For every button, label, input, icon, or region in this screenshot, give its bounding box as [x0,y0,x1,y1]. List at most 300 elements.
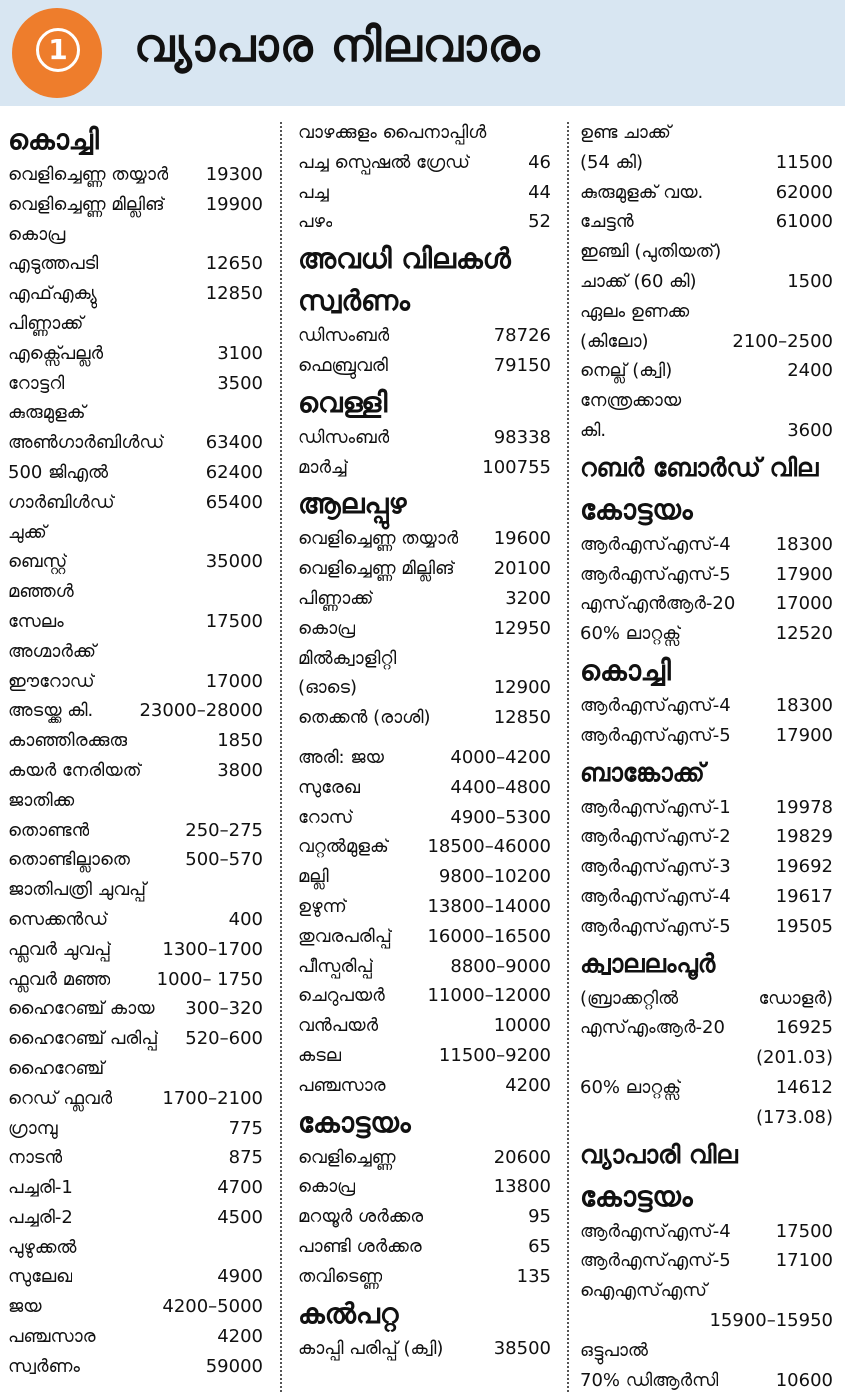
price-value: 2100–2500 [732,330,833,352]
section-heading: ആലപ്പുഴ [298,487,407,521]
section-heading: ബാങ്കോക്ക് [580,757,705,787]
commodity-label: മറയൂർ ശർക്കര [298,1206,424,1228]
price-row [8,935,263,965]
price-value: ഡോളർ) [758,987,833,1009]
commodity-label: (ബ്രാക്കറ്റിൽ [580,987,679,1009]
price-value: 2400 [787,360,833,382]
commodity-label: പച്ച സ്പെഷൽ ഗ്രേഡ് [298,151,470,173]
commodity-label: വെളിച്ചെണ്ണ തയ്യാർ [298,528,459,550]
price-row [298,773,551,803]
commodity-label: ആർഎസ്എസ്-5 [580,724,731,746]
item-group-label: മിൽക്വാളിറ്റി [298,647,397,669]
price-value: 17900 [775,724,833,746]
price-value: 19505 [775,915,833,937]
price-row [298,1143,551,1173]
commodity-label: മല്ലി [298,866,329,888]
item-group-label: നേന്ത്രക്കായ [580,390,682,412]
item-group-label: ചുക്ക് [8,521,47,543]
commodity-label: ഗാർബിൾഡ് [8,491,115,513]
column-divider-2 [567,122,569,1392]
price-value: 400 [228,908,263,930]
price-value: 11500–9200 [438,1044,551,1066]
commodity-label: 70% ഡിആർസി [580,1369,719,1391]
price-row [8,1024,263,1054]
price-value: 12650 [205,253,263,275]
commodity-label: തൊണ്ടൻ [8,819,90,841]
commodity-label: ആർഎസ്എസ്-4 [580,533,731,555]
price-row [580,822,833,852]
price-value: 12520 [775,623,833,645]
price-row [8,667,263,697]
commodity-label: കൊപ്ര [298,1176,356,1198]
price-row [298,321,551,351]
commodity-label: വെളിച്ചെണ്ണ [298,1146,396,1168]
price-row [298,743,551,773]
price-row [8,488,263,518]
price-value: 4900–5300 [450,806,551,828]
commodity-label: കാഞ്ഞിരക്കുരു [8,730,128,752]
price-row [8,249,263,279]
price-value: 12850 [205,283,263,305]
commodity-label: അൺഗാർബിൾഡ് [8,432,165,454]
commodity-label: 60% ലാറ്റക്സ് [580,1076,682,1098]
commodity-label: റോട്ടറി [8,372,65,394]
price-value: 17000 [205,670,263,692]
commodity-label: സേലം [8,610,64,632]
price-row [298,952,551,982]
price-row [8,816,263,846]
section-heading: വെള്ളി [298,385,388,419]
commodity-label: 60% ലാറ്റക്സ് [580,623,682,645]
price-value: 135 [516,1265,551,1287]
price-row [8,160,263,190]
item-group-label: ഹൈറേഞ്ച് [8,1057,105,1079]
price-row [8,339,263,369]
section-heading: കോട്ടയം [580,1179,693,1213]
price-value: 95 [528,1206,551,1228]
commodity-label: ഡിസംബർ [298,426,390,448]
commodity-label: ഉഴുന്ന് [298,895,347,917]
price-value: 10000 [493,1015,551,1037]
price-value: 4400–4800 [450,776,551,798]
price-row [580,416,833,446]
commodity-label: പഴം [298,211,333,233]
price-value: 1300–1700 [162,938,263,960]
price-value: 17500 [205,610,263,632]
commodity-label: ചെറുപയർ [298,985,385,1007]
commodity-label: ആർഎസ്എസ്-5 [580,1250,731,1272]
commodity-label: (കിലോ) [580,330,649,352]
commodity-label: വെളിച്ചെണ്ണ മില്ലിങ് [8,193,165,215]
section-heading: കൊച്ചി [8,123,99,156]
price-row [298,423,551,453]
price-row [298,1262,551,1292]
price-row [8,547,263,577]
price-row [580,1246,833,1276]
price-row [8,756,263,786]
price-row [580,691,833,721]
price-value: 4900 [217,1266,263,1288]
price-value: 13800–14000 [427,895,551,917]
price-value: 3100 [217,342,263,364]
price-value: 9800–10200 [438,866,551,888]
commodity-label: പച്ചരി-2 [8,1206,73,1228]
price-value: 79150 [493,354,551,376]
commodity-label: ചാക്ക് (60 കി) [580,270,697,292]
price-row [298,584,551,614]
price-row [8,1173,263,1203]
commodity-label: വൻപയർ [298,1015,379,1037]
price-row [298,178,551,208]
price-row [8,369,263,399]
price-row [298,1071,551,1101]
commodity-label: തുവരപരിപ്പ് [298,925,392,947]
price-value: 3200 [505,587,551,609]
price-column-1 [8,118,263,1400]
price-value: 4500 [217,1206,263,1228]
commodity-label: കാപ്പി പരിപ്പ് (ക്വി) [298,1337,444,1359]
price-row [580,793,833,823]
price-value: 10600 [775,1369,833,1391]
price-value: 520–600 [185,1028,263,1050]
page-title: വ്യാപാര നിലവാരം [134,18,541,72]
price-value: 1850 [217,730,263,752]
price-value: 17900 [775,563,833,585]
price-row [580,619,833,649]
commodity-label: കൊപ്ര [298,617,356,639]
commodity-label: എക്സ്പെല്ലർ [8,342,104,364]
price-value: 4000–4200 [450,746,551,768]
commodity-label: പച്ച [298,181,329,203]
commodity-label: നെല്ല് (ക്വി) [580,360,673,382]
price-value: 775 [228,1117,263,1139]
item-group-label: ഒട്ടുപാൽ [580,1339,648,1361]
commodity-label: സ്വർണം [8,1355,80,1377]
price-value: 1500 [787,270,833,292]
price-value: 3600 [787,419,833,441]
price-column-2 [298,118,551,1400]
price-row [298,1172,551,1202]
commodity-label: ഹൈറേഞ്ച് പരിപ്പ് [8,1028,159,1050]
commodity-label: എസ്എംആർ-20 [580,1017,725,1039]
commodity-label: പച്ചരി-1 [8,1177,73,1199]
price-value: 3500 [217,372,263,394]
commodity-label: ആർഎസ്എസ്-2 [580,826,731,848]
price-row [298,614,551,644]
price-row [8,1084,263,1114]
price-row [580,207,833,237]
commodity-label: ആർഎസ്എസ്-5 [580,563,731,585]
price-row [580,1013,833,1043]
price-row [298,1041,551,1071]
commodity-label: മാർച്ച് [298,456,349,478]
price-value: 100755 [482,456,551,478]
price-value: 46 [528,151,551,173]
price-row [8,845,263,875]
price-row [8,190,263,220]
price-row [580,912,833,942]
price-row [298,554,551,584]
price-row [298,981,551,1011]
price-value: 4200 [505,1074,551,1096]
price-row [298,148,551,178]
price-row [298,1232,551,1262]
price-row [298,832,551,862]
commodity-label: തെക്കൻ (രാശി) [298,707,431,729]
price-value: 61000 [775,211,833,233]
commodity-label: ആർഎസ്എസ്-5 [580,915,731,937]
commodity-label: ആർഎസ്എസ്-4 [580,1220,731,1242]
price-row [580,984,833,1014]
commodity-label: വെളിച്ചെണ്ണ മില്ലിങ് [298,558,455,580]
price-row [298,1011,551,1041]
price-value: 20100 [493,558,551,580]
price-row [8,1322,263,1352]
price-row [298,453,551,483]
commodity-label: കുരുമുളക് വയ. [580,181,704,203]
commodity-label: ഹൈറേഞ്ച് കായ [8,998,155,1020]
price-value: 23000–28000 [139,700,263,722]
price-row [298,1202,551,1232]
column-divider-1 [280,122,282,1392]
price-value: 12850 [493,707,551,729]
commodity-label: വറ്റൽമുളക് [298,836,389,858]
section-heading: കോട്ടയം [298,1105,411,1139]
price-row [298,524,551,554]
price-value: 14612 [775,1076,833,1098]
price-value: 65 [528,1235,551,1257]
commodity-label: (ഓടെ) [298,677,358,699]
commodity-label: തവിടെണ്ണ [298,1265,383,1287]
price-row [8,1114,263,1144]
commodity-label: പഞ്ചസാര [8,1326,96,1348]
price-value: 20600 [493,1146,551,1168]
price-row [298,892,551,922]
price-row [298,1334,551,1364]
section-heading: കൽപറ്റ [298,1296,399,1330]
price-value: 18500–46000 [427,836,551,858]
commodity-label: കയർ നേരിയത് [8,759,142,781]
price-value: 4200–5000 [162,1296,263,1318]
price-column-3 [580,118,833,1400]
price-row [298,862,551,892]
price-value: 16925 [775,1017,833,1039]
commodity-label: ഫെബ്രുവരി [298,354,388,376]
price-row [8,1352,263,1382]
price-value: 17000 [775,593,833,615]
price-row [8,279,263,309]
price-value: 4700 [217,1177,263,1199]
price-row [580,560,833,590]
item-group-label: വാഴക്കുളം പൈനാപ്പിൾ [298,122,487,143]
price-value: 38500 [493,1337,551,1359]
price-value: 8800–9000 [450,955,551,977]
section-heading: കൊച്ചി [580,653,671,687]
commodity-label: പാണ്ടി ശർക്കര [298,1235,422,1257]
commodity-label: റെഡ് ഫ്ലവർ [8,1087,113,1109]
commodity-label: സുരേഖ [298,776,360,798]
price-row [298,207,551,237]
commodity-label: പഞ്ചസാര [298,1074,386,1096]
price-row [580,589,833,619]
commodity-label: പീസ്പരിപ്പ് [298,955,374,977]
commodity-label: എടുത്തപടി [8,253,99,275]
price-value: 44 [528,181,551,203]
item-group-label: കുരുമുളക് [8,402,86,424]
spacer [298,733,551,743]
section-heading: കോട്ടയം [580,492,693,526]
commodity-label: ആർഎസ്എസ്-3 [580,856,731,878]
price-value: 19617 [775,885,833,907]
price-row [8,458,263,488]
title-band [0,0,845,106]
price-value: 19900 [205,193,263,215]
item-group-label: അഗ്മാർക്ക് [8,640,96,662]
price-row [8,965,263,995]
price-value: 500–570 [185,849,263,871]
item-group-label: ഏലം ഉണക്ക [580,300,690,322]
price-row [8,905,263,935]
price-value: 17500 [775,1220,833,1242]
price-value: 300–320 [185,998,263,1020]
price-value: 19692 [775,856,833,878]
price-value: 250–275 [185,819,263,841]
item-group-label: ജാതിപത്രി ചുവപ്പ് [8,879,147,901]
commodity-label: ഫ്ലവർ ചുവപ്പ് [8,938,112,960]
commodity-label: നാടൻ [8,1147,63,1169]
price-row [8,1143,263,1173]
commodity-label: ഗ്രാമ്പു [8,1117,58,1139]
price-value: 65400 [205,491,263,513]
item-group-label: ഉണ്ട ചാക്ക് [580,122,671,143]
price-row [580,530,833,560]
price-value: 3800 [217,759,263,781]
section-heading: വ്യാപാരി വില [580,1139,738,1169]
page-number: 1 [36,28,80,72]
commodity-label: അരി: ജയ [298,746,384,768]
price-row [298,703,551,733]
item-group-label: പിണ്ണാക്ക് [8,312,84,334]
price-value: 62400 [205,461,263,483]
item-group-label: കൊപ്ര [8,223,66,245]
item-group-label: ഇഞ്ചി (പുതിയത്) [580,241,722,263]
price-value: 18300 [775,694,833,716]
commodity-label: ബെസ്റ്റ് [8,551,68,573]
price-value: 11500 [775,151,833,173]
price-value: 19600 [493,528,551,550]
price-row [580,356,833,386]
price-row [580,1217,833,1247]
price-row [8,994,263,1024]
commodity-label: 500 ജിഎൽ [8,461,109,483]
commodity-label: ഫ്ലവർ മഞ്ഞ [8,968,111,990]
commodity-label: ജയ [8,1296,42,1318]
price-value: 13800 [493,1176,551,1198]
price-value: 875 [228,1147,263,1169]
price-row [298,922,551,952]
item-group-label: മഞ്ഞൾ [8,581,74,603]
price-value: 35000 [205,551,263,573]
item-group-label: ജാതിക്ക [8,789,75,811]
price-row [580,178,833,208]
commodity-label: സുലേഖ [8,1266,73,1288]
price-value: (201.03) [755,1047,833,1069]
commodity-label: റോസ് [298,806,354,828]
price-value: 59000 [205,1355,263,1377]
price-value: 12950 [493,617,551,639]
price-row [580,1366,833,1396]
price-value: 16000–16500 [427,925,551,947]
commodity-label: കി. [580,419,607,441]
commodity-label: ഈറോഡ് [8,670,95,692]
commodity-label: ആർഎസ്എസ്-4 [580,694,731,716]
commodity-label: സെക്കൻഡ് [8,908,109,930]
price-row [580,148,833,178]
price-value: 17100 [775,1250,833,1272]
price-value: 98338 [493,426,551,448]
price-row [580,267,833,297]
price-row [8,1203,263,1233]
commodity-label: തൊണ്ടില്ലാതെ [8,849,130,871]
item-group-label: ഐഎസ്എസ് [580,1280,707,1302]
price-row [580,882,833,912]
price-value: 12900 [493,677,551,699]
price-value: (173.08) [755,1106,833,1128]
price-row [298,803,551,833]
commodity-label: കടല [298,1044,342,1066]
price-value: 63400 [205,432,263,454]
price-row [8,1262,263,1292]
price-value: 52 [528,211,551,233]
price-row [580,721,833,751]
commodity-label: വെളിച്ചെണ്ണ തയ്യാർ [8,164,169,185]
price-value: 4200 [217,1326,263,1348]
commodity-label: (54 കി) [580,151,644,173]
page-number-badge [12,8,102,98]
price-value: 15900–15950 [709,1309,833,1331]
commodity-label: പിണ്ണാക്ക് [298,587,374,609]
price-row [298,351,551,381]
commodity-label: അടയ്ക്ക കി. [8,700,94,722]
section-heading: ക്വാലലംപൂർ [580,948,716,978]
commodity-label: ആർഎസ്എസ്-1 [580,796,731,818]
commodity-label: ഡിസംബർ [298,325,390,347]
price-row [8,607,263,637]
commodity-label: എസ്എൻആർ-20 [580,593,736,615]
price-value: 62000 [775,181,833,203]
price-row [580,327,833,357]
price-row [8,726,263,756]
price-value: 18300 [775,533,833,555]
item-group-label: പുഴുക്കൽ [8,1236,77,1258]
commodity-label: ആർഎസ്എസ്-4 [580,885,731,907]
price-value: 1700–2100 [162,1087,263,1109]
price-value: 19978 [775,796,833,818]
price-row [8,1292,263,1322]
section-heading: റബർ ബോർഡ് വില [580,452,819,482]
section-heading: അവധി വിലകൾ [298,242,511,276]
section-heading: സ്വർണം [298,284,410,318]
price-row [8,428,263,458]
price-value: 1000– 1750 [156,968,263,990]
price-value: 11000–12000 [427,985,551,1007]
price-value: 19829 [775,826,833,848]
price-row [8,696,263,726]
price-row [580,1073,833,1103]
commodity-label: ചേട്ടൻ [580,211,634,233]
price-value: 19300 [205,164,263,185]
price-row [580,852,833,882]
